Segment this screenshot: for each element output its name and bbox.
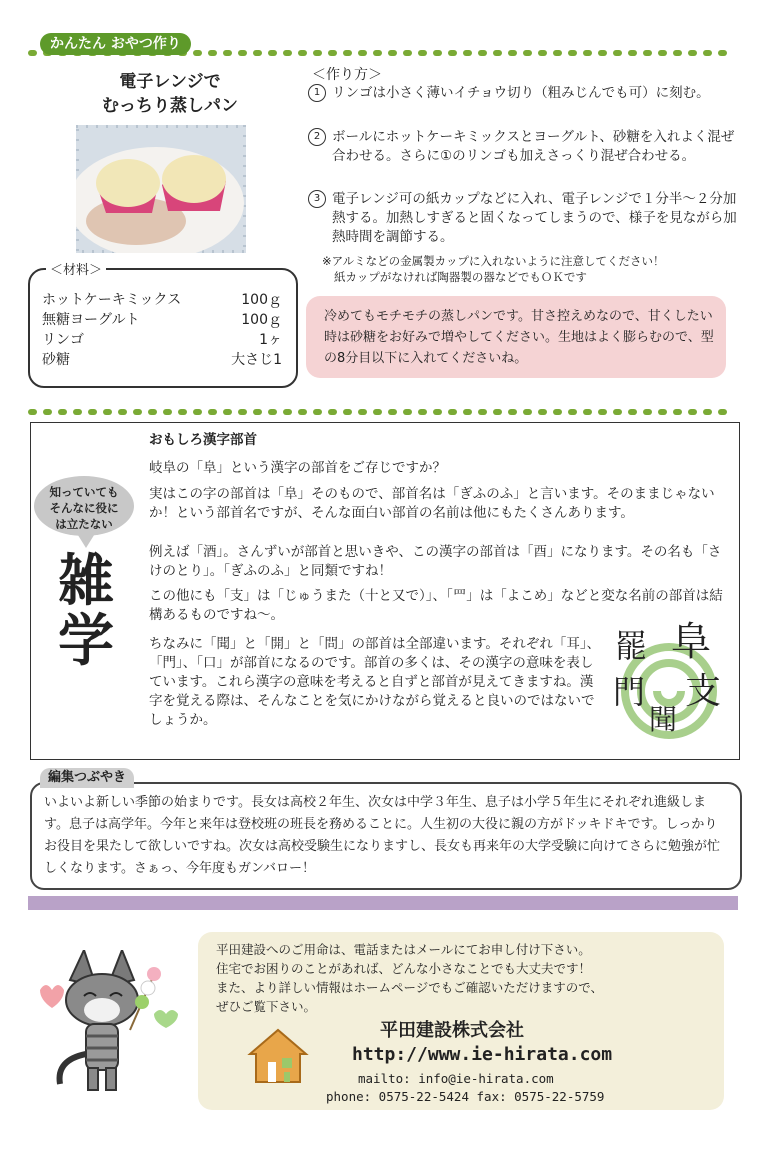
company-url[interactable]: http://www.ie-hirata.com bbox=[352, 1044, 613, 1065]
step-text: 電子レンジ可の紙カップなどに入れ、電子レンジで１分半～２分加熱する。加熱しすぎると固くなってしまうので、様子を見ながら加熱時間を調節する。 bbox=[332, 191, 737, 245]
trivia-big-word bbox=[46, 549, 126, 674]
bubble-line2: そんなに役に bbox=[49, 501, 119, 515]
tip-text: 冷めてもモチモチの蒸しパンです。甘さ控えめなので、甘くしたい時は砂糖をお好みで増やしてください。生地はよく膨らむので、型の8分目以下に入れてくださいね。 bbox=[324, 309, 714, 366]
trivia-bubble bbox=[34, 476, 134, 536]
editor-label: 編集つぶやき bbox=[40, 768, 134, 788]
middle-divider bbox=[28, 400, 738, 406]
material-name: 無糖ヨーグルト bbox=[42, 312, 140, 328]
contact-line1: 平田建設へのご用命は、電話またはメールにてお申し付け下さい。 bbox=[216, 942, 591, 957]
kanji-5: 聞 bbox=[649, 703, 678, 736]
footer-divider bbox=[28, 896, 738, 910]
company-logo-icon bbox=[246, 1026, 310, 1086]
steamed-bun-photo bbox=[76, 125, 246, 253]
bubble-line3: は立たない bbox=[55, 517, 113, 531]
kanji-3: 支 bbox=[685, 671, 722, 712]
tip-box bbox=[306, 296, 726, 378]
material-row bbox=[42, 330, 282, 350]
editor-text: いよいよ新しい季節の始まりです。長女は高校２年生、次女は中学３年生、息子は小学５年生にそれぞれ進級します。息子は高学年。今年と来年は登校班の班長を務めることに。人生初の大役に親の方がドッキドキです。しっかりお役目を果たして欲しいですね。次女は高校受験生になりますし、長女も再来年の大学受験に向けてさらに勉強が忙しくなります。さぁっ、今年度もガンバロー！ bbox=[44, 795, 721, 876]
big-char-1: 雑 bbox=[58, 549, 114, 614]
section-label: かんたん おやつ作り bbox=[40, 33, 191, 55]
material-qty: 1ヶ bbox=[259, 332, 282, 348]
step-1 bbox=[308, 84, 738, 103]
material-name: リンゴ bbox=[42, 332, 84, 348]
company-phone: phone: 0575-22-5424 fax: 0575-22-5759 bbox=[326, 1089, 605, 1104]
step-text: ボールにホットケーキミックスとヨーグルト、砂糖を入れよく混ぜ合わせる。さらに①のリンゴも加えさっくり混ぜ合わせる。 bbox=[332, 129, 735, 164]
editor-box bbox=[30, 782, 742, 890]
materials-box bbox=[28, 268, 298, 388]
trivia-heading: おもしろ漢字部首 bbox=[149, 432, 257, 448]
big-char-2: 学 bbox=[58, 609, 114, 674]
steps-heading: ＜作り方＞ bbox=[312, 67, 382, 83]
bubble-tail bbox=[76, 532, 96, 548]
bubble-text bbox=[38, 484, 130, 532]
step-2 bbox=[308, 128, 738, 166]
kanji-1: 罷 bbox=[615, 627, 648, 665]
step-number: 2 bbox=[308, 128, 326, 146]
company-email[interactable]: mailto: info@ie-hirata.com bbox=[358, 1071, 554, 1086]
contact-line2: 住宅でお困りのことがあれば、どんな小さなことでも大丈夫です！ bbox=[216, 961, 592, 976]
recipe-title-line2: むっちり蒸しパン bbox=[102, 96, 238, 116]
trivia-p4: この他にも「支」は「じゅうまた（十と又で）」、「罒」は「よこめ」などと変な名前の部首は結構あるものですね～。 bbox=[149, 588, 723, 623]
kanji-4: 門 bbox=[613, 673, 646, 711]
step-text: リンゴは小さく薄いイチョウ切り（粗みじんでも可）に刻む。 bbox=[332, 85, 710, 101]
contact-line4: ぜひご覧下さい。 bbox=[216, 999, 317, 1014]
contact-line3: また、より詳しい情報はホームページでもご確認いただけますので、 bbox=[216, 980, 604, 995]
trivia-p2: 実はこの字の部首は「阜」そのもので、部首名は「ぎふのふ」と言います。そのままじゃないか！という部首名ですが、そんな面白い部首の名前は他にもたくさんあります。 bbox=[149, 486, 715, 521]
company-name: 平田建設株式会社 bbox=[380, 1020, 524, 1041]
material-row bbox=[42, 290, 282, 310]
material-qty: 100ｇ bbox=[241, 292, 282, 308]
caution-line2: 紙カップがなければ陶器製の器などでもＯＫです bbox=[334, 270, 587, 284]
material-qty: 大さじ1 bbox=[231, 352, 282, 368]
step-number: 1 bbox=[308, 84, 326, 102]
trivia-p3: 例えば「酒」。さんずいが部首と思いきや、この漢字の部首は「酉」になります。その名も「さけのとり」。「ぎふのふ」と同類ですね！ bbox=[149, 544, 722, 579]
material-qty: 100ｇ bbox=[241, 312, 282, 328]
trivia-p1: 岐阜の「阜」という漢字の部首をご存じですか？ bbox=[149, 460, 446, 476]
recipe-title bbox=[80, 70, 260, 118]
kanji-2: 阜 bbox=[671, 619, 711, 665]
caution-note bbox=[322, 253, 742, 285]
material-name: ホットケーキミックス bbox=[42, 292, 182, 308]
recipe-title-line1: 電子レンジで bbox=[119, 72, 221, 92]
material-row bbox=[42, 310, 282, 330]
step-3 bbox=[308, 190, 738, 247]
trivia-box bbox=[30, 422, 740, 760]
contact-message bbox=[216, 940, 716, 1016]
bubble-line1: 知っていても bbox=[49, 485, 119, 499]
step-number: 3 bbox=[308, 190, 326, 208]
materials-label: ＜材料＞ bbox=[46, 259, 106, 278]
material-row bbox=[42, 350, 282, 370]
caution-line1: ※アルミなどの金属製カップに入れないように注意してください！ bbox=[322, 254, 665, 268]
material-name: 砂糖 bbox=[42, 352, 70, 368]
cat-mascot-icon bbox=[30, 950, 180, 1100]
trivia-p5: ちなみに「聞」と「開」と「問」の部首は全部違います。それぞれ「耳」、「門」、「口」が部首になるのです。部首の多くは、その漢字の意味を表しています。これら漢字の意味を考えると自ずと部首が見えてきますね。漢字を覚える際は、そんなことを気にかけながら覚えると良いのではないでしょうか。 bbox=[149, 636, 601, 728]
